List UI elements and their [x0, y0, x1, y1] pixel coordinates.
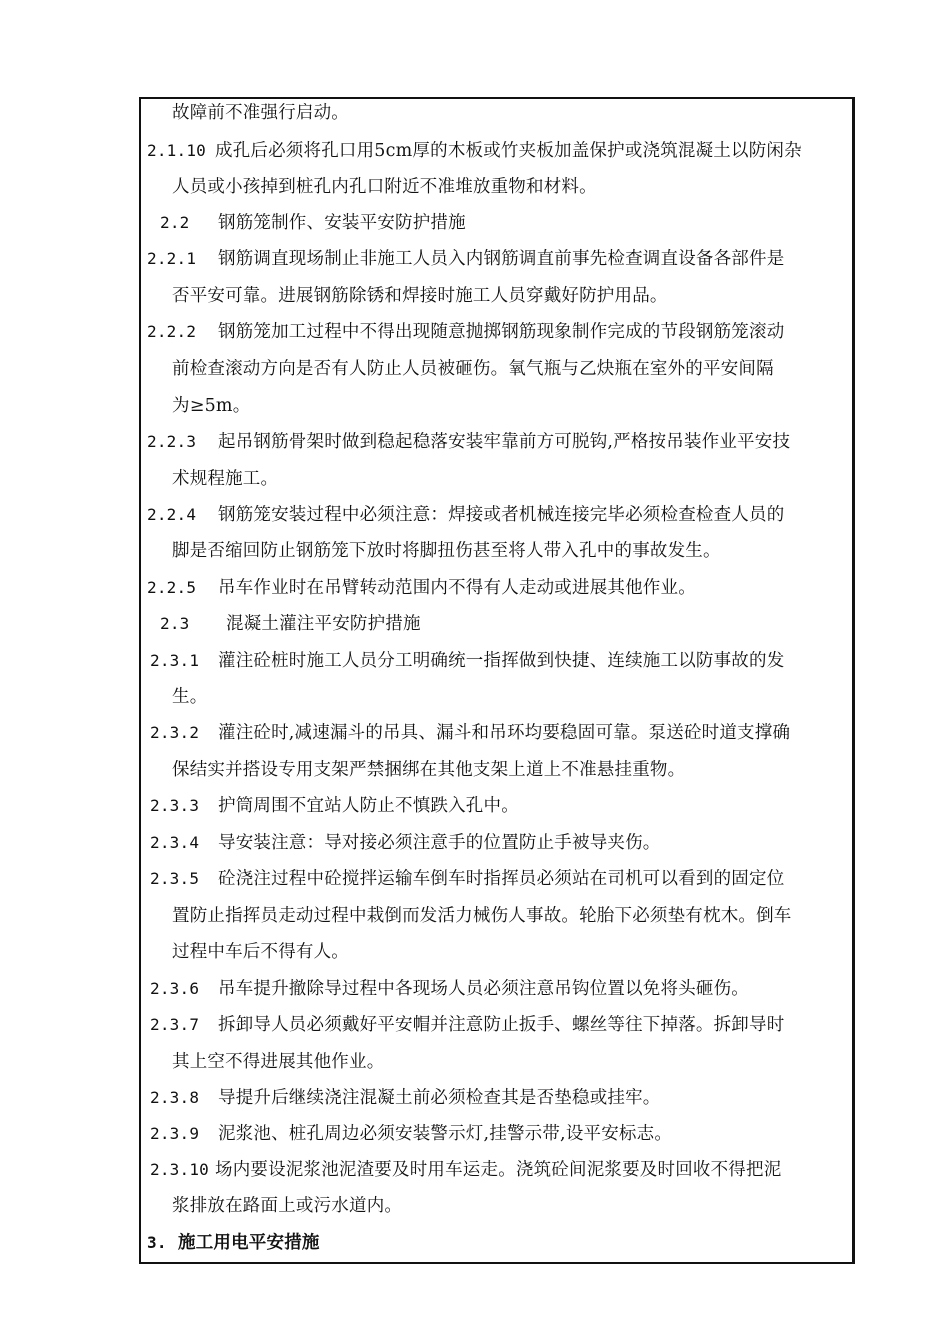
clause-text: 脚是否缩回防止钢筋笼下放时将脚扭伤甚至将人带入孔中的事故发生。 [172, 541, 721, 561]
clause-number: 2.3.3 [150, 796, 200, 815]
clause-number: 2.3.8 [150, 1088, 200, 1107]
clause-text: 浆排放在路面上或污水道内。 [172, 1196, 403, 1216]
section-heading: 施工用电平安措施 [178, 1233, 320, 1253]
clause-text: 钢筋调直现场制止非施工人员入内钢筋调直前事先检查调直设备各部件是 [218, 249, 785, 269]
clause-text: 起吊钢筋骨架时做到稳起稳落安装牢靠前方可脱钩,严格按吊装作业平安技 [218, 432, 791, 452]
clause-number: 2.3 [160, 614, 190, 633]
clause-text: 灌注砼时,减速漏斗的吊具、漏斗和吊环均要稳固可靠。泵送砼时道支撑确 [218, 723, 791, 743]
clause-number: 2.3.10 [150, 1160, 209, 1179]
clause-text: 吊车作业时在吊臂转动范围内不得有人走动或进展其他作业。 [218, 578, 696, 598]
clause-number: 2.2.5 [147, 578, 197, 597]
clause-text: 为≥5m。 [172, 396, 251, 416]
clause-text: 吊车提升撤除导过程中各现场人员必须注意吊钩位置以免将头砸伤。 [218, 979, 749, 999]
clause-text: 场内要设泥浆池泥渣要及时用车运走。浇筑砼间泥浆要及时回收不得把泥 [215, 1160, 782, 1180]
clause-text: 灌注砼桩时施工人员分工明确统一指挥做到快捷、连续施工以防事故的发 [218, 651, 785, 671]
clause-text: 成孔后必须将孔口用5cm厚的木板或竹夹板加盖保护或浇筑混凝土以防闲杂 [215, 141, 802, 161]
clause-text: 钢筋笼安装过程中必须注意：焊接或者机械连接完毕必须检查检查人员的 [218, 505, 785, 525]
clause-text: 否平安可靠。进展钢筋除锈和焊接时施工人员穿戴好防护用品。 [172, 286, 668, 306]
clause-text: 护筒周围不宜站人防止不慎跌入孔中。 [218, 796, 519, 816]
clause-number: 2.3.7 [150, 1015, 200, 1034]
clause-text: 拆卸导人员必须戴好平安帽并注意防止扳手、螺丝等往下掉落。拆卸导时 [218, 1015, 785, 1035]
clause-text: 前检查滚动方向是否有人防止人员被砸伤。氧气瓶与乙炔瓶在室外的平安间隔 [172, 359, 774, 379]
clause-number: 2.3.2 [150, 723, 200, 742]
clause-text: 生。 [172, 687, 208, 707]
clause-number: 2.2.3 [147, 432, 197, 451]
clause-text: 术规程施工。 [172, 469, 279, 489]
clause-text: 过程中车后不得有人。 [172, 942, 349, 962]
clause-text: 导安装注意：导对接必须注意手的位置防止手被导夹伤。 [218, 833, 661, 853]
clause-text: 其上空不得进展其他作业。 [172, 1052, 385, 1072]
clause-number: 2.2.4 [147, 505, 197, 524]
clause-text: 钢筋笼加工过程中不得出现随意抛掷钢筋现象制作完成的节段钢筋笼滚动 [218, 322, 785, 342]
clause-text: 钢筋笼制作、安装平安防护措施 [218, 213, 466, 233]
clause-number: 2.3.6 [150, 979, 200, 998]
clause-number: 2.2.2 [147, 322, 197, 341]
clause-number: 2.3.9 [150, 1124, 200, 1143]
clause-number: 2.3.4 [150, 833, 200, 852]
clause-text: 置防止指挥员走动过程中栽倒而发活力械伤人事故。轮胎下必须垫有枕木。倒车 [172, 906, 792, 926]
clause-number: 2.3.5 [150, 869, 200, 888]
clause-text: 保结实并搭设专用支架严禁捆绑在其他支架上道上不准悬挂重物。 [172, 760, 686, 780]
clause-text: 混凝土灌注平安防护措施 [226, 614, 421, 634]
clause-number: 3. [147, 1233, 167, 1252]
clause-text: 泥浆池、桩孔周边必须安装警示灯,挂警示带,设平安标志。 [218, 1124, 673, 1144]
clause-number: 2.3.1 [150, 651, 200, 670]
clause-text: 故障前不准强行启动。 [172, 103, 349, 123]
clause-number: 2.2 [160, 213, 190, 232]
clause-text: 砼浇注过程中砼搅拌运输车倒车时指挥员必须站在司机可以看到的固定位 [218, 869, 785, 889]
clause-text: 导提升后继续浇注混凝土前必须检查其是否垫稳或挂牢。 [218, 1088, 661, 1108]
clause-number: 2.2.1 [147, 249, 197, 268]
clause-number: 2.1.10 [147, 141, 206, 160]
clause-text: 人员或小孩掉到桩孔内孔口附近不准堆放重物和材料。 [172, 177, 597, 197]
